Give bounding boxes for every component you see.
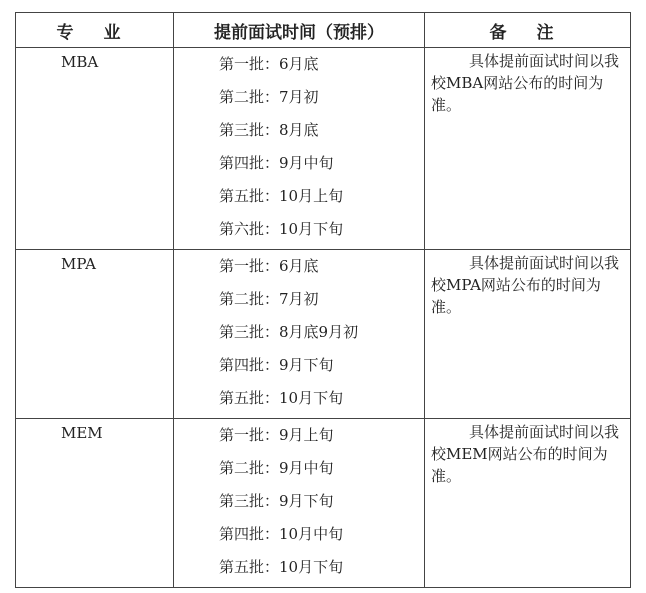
header-row <box>16 13 631 48</box>
major-cell: MEM <box>16 419 174 588</box>
table-row <box>16 250 631 419</box>
major-cell: MPA <box>16 250 174 419</box>
batch-item: 第四批：9月中旬 <box>219 154 334 172</box>
batch-item: 第二批：7月初 <box>219 88 319 106</box>
batch-item: 第五批：10月下旬 <box>219 389 344 407</box>
batch-item: 第三批：9月下旬 <box>219 492 334 510</box>
note-cell: 具体提前面试时间以我校MPA网站公布的时间为准。 <box>425 250 631 419</box>
note-cell: 具体提前面试时间以我校MEM网站公布的时间为准。 <box>425 419 631 588</box>
batch-item: 第一批：6月底 <box>219 257 319 275</box>
batch-item: 第二批：7月初 <box>219 290 319 308</box>
batch-cell <box>174 250 425 419</box>
batch-item: 第六批：10月下旬 <box>219 220 344 238</box>
batch-item: 第四批：9月下旬 <box>219 356 334 374</box>
header-major: 专 业 <box>16 13 174 48</box>
batch-item: 第一批：6月底 <box>219 55 319 73</box>
note-cell: 具体提前面试时间以我校MBA网站公布的时间为准。 <box>425 48 631 250</box>
batch-cell <box>174 419 425 588</box>
batch-item: 第三批：8月底 <box>219 121 319 139</box>
batch-cell <box>174 48 425 250</box>
batch-item: 第三批：8月底9月初 <box>219 323 359 341</box>
schedule-table <box>15 12 631 588</box>
batch-item: 第二批：9月中旬 <box>219 459 334 477</box>
major-cell: MBA <box>16 48 174 250</box>
table-row <box>16 419 631 588</box>
batch-item: 第一批：9月上旬 <box>219 426 334 444</box>
batch-item: 第五批：10月上旬 <box>219 187 344 205</box>
batch-item: 第四批：10月中旬 <box>219 525 344 543</box>
header-note: 备 注 <box>425 13 631 48</box>
batch-item: 第五批：10月下旬 <box>219 558 344 576</box>
table-row <box>16 48 631 250</box>
header-time: 提前面试时间（预排） <box>174 13 425 48</box>
